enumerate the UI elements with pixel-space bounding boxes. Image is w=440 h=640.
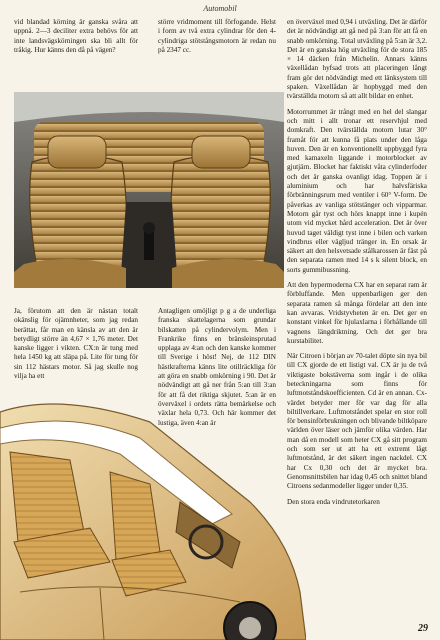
column-1-top-text: vid blandad körning är ganska svåra att uppnå. 2—3 deciliter extra behövs för att inte landsvägskörningen ska bli allt för tråkig. Hur känns den då på vägen?	[14, 18, 138, 54]
car-cutaway-illustration	[0, 392, 306, 640]
column-1-mid-text: Ja, förutom att den är nästan totalt okänslig för ojämnheter, som jag redan berättat, får man en känsla av att den är betydligt större än 4,67 × 1,76 meter. Det kanske ligger i vikten. CX:n är tung med hela 1450 kg att släpa på. Lite för tung för sin 112 hästars motor. Så jag skulle nog vilja ha ett	[14, 307, 138, 381]
column-3-paragraph-1: en överväxel med 0,94 i utväxling. Det är därför det är nödvändigt att gå ned på 3:an för att få en snabb omkörning. Total utväxling på 5:an är 3,2. Det är en ganska hög utväxling för de stora 185 × 14 däcken från Michelin. Annars känns växellådan hyfsad trots att placeringen långt fram gör det nödvändigt med ett länksystem till spaken. Växellådan är hopbyggd med den tvärställda motorn så att allt bildar en enhet.	[287, 18, 427, 101]
column-3-paragraph-3: Att den hypermoderna CX har en separat ram är förbluffande. Men uppenbarligen ger den separata ramen så många fördelar att den inte kan avvaras. Vridstyvheten är en. Det ger en konstant vinkel för hjulaxlarna i förhållande till vagnens längdriktning. Och det ger bra kurstabilitet.	[287, 281, 427, 345]
section-header: Automobil	[203, 4, 237, 13]
column-3-paragraph-4: När Citroen i början av 70-talet döpte sin nya bil till CX gjorde de ett listigt val. CX är ju de två viktigaste bokstäverna som ingår i de olika beteckningarna som finns för luftmotståndskoefficienten. Cd är en annan. Cx-värdet betyder mer för var dag för alla biltillverkare. Luftmotståndet spelar en stor roll för bensinförbrukningen och blivande biltköpare världen över läser och jämför olika värden. Har man då en modell som heter CX gå sitt program och som ser ut att ha ett extremt lågt luftmotstånd, är det säkert ingen nackdel. CX har Cx 0,30 och det är mycket bra. Genomsnittsbilen har idag 0,45 och snittet bland Citroens sedanmodeller ligger under 0,35.	[287, 352, 427, 491]
car-seats-illustration	[14, 92, 284, 288]
car-seats-photo	[14, 92, 284, 288]
column-3-paragraph-5: Den stora enda vindrutetorkaren	[287, 497, 380, 506]
page-number: 29	[418, 623, 428, 634]
column-3-text	[287, 18, 427, 507]
column-2-mid-text: Antagligen omöjligt p g a de underliga franska skattelagerna som grundar bilskatten på cylindervolym. Men i Frankrike finns en bränsleinsprutad upplaga av 4:an och den kanske kommer till Sverige i höst! Nej, de 112 DIN hästkrafterna känns lite otillräckliga för att göra en snabb omkörning i 90. Det är nödvändigt att gå ner från 5:an till 3:an för att få det riktiga skjutet. 5:an är en överväxel i ordets rätta bemärkelse och växlar hela 0,73. Och här kommer det lustiga, även 4:an är	[158, 307, 276, 427]
column-3-paragraph-2: Motorrummet är trångt med en hel del slangar och mitt i allt tronar ett reservhjul med domkraft. Den tvärställda motorn lutar 30° framåt för att kunna få plats under den låga huven. Den är en konventionellt uppbyggd fyra med kamaxeln liggande i motorblocket av gjutjärn. Blocket har faktiskt våta cylinderfoder och det är ganska ovanligt idag. Toppen är i aluminium och har halvsfäriska förbränningsrum med ventiler i 60° V-form. De påverkas av vanliga stötstänger och vipparmar. Motorn går tyst och hörs knappt inne i kupén utom vid mycket hård acceleration. Det är över huvud taget väldigt tyst inne i bilen och varken vindbrus eller vägljud tränger in. En orsak är säkert att den helsvetsade stålkarossen är fäst på den separata ramen med 14 s k silent block, en sorts gummibussning.	[287, 107, 427, 274]
column-2-top-text: större vridmoment till förfogande. Helst i form av två extra cylindrar för den 4-cylindriga stötstångsmotorn är redan nu på 2347 cc.	[158, 18, 276, 54]
